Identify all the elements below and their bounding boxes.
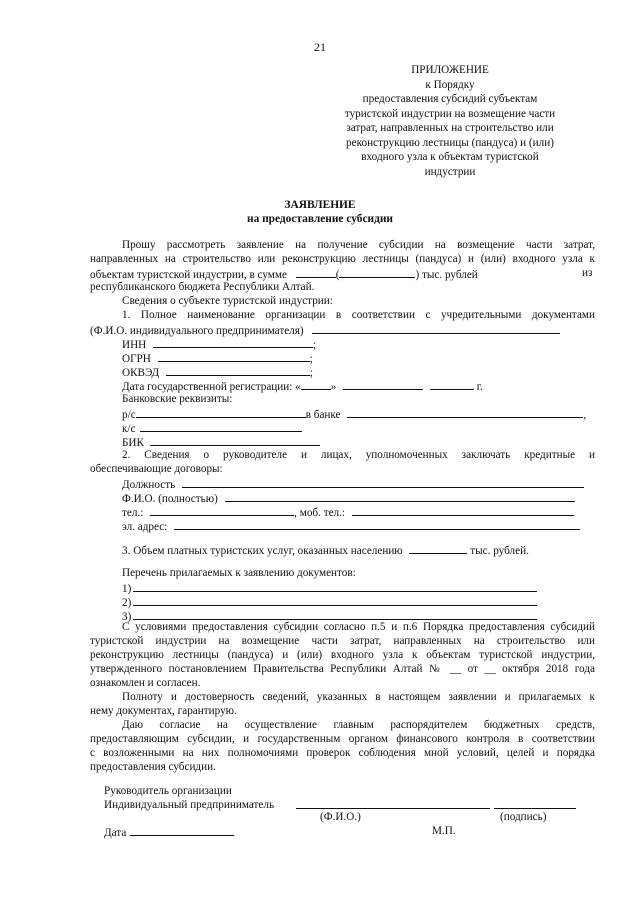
request-line-2: направленных на строительство или реконструкцию лестницы (пандуса) и (или) входного узла к (90, 253, 595, 265)
annex-line: затрат, направленных на строительство или (346, 122, 554, 134)
sign-caption: (подпись) (500, 811, 547, 823)
bank-heading: Банковские реквизиты: (122, 393, 233, 405)
guarantee-line-1: Полноту и достоверность сведений, указанных в настоящем заявлении и прилагаемых к (122, 691, 595, 703)
conditions-line-2: туристской индустрии на возмещение части затрат, направленных на строительство или (90, 635, 595, 647)
guarantee-line-2: нему документах, гарантирую. (90, 705, 237, 717)
rs-field[interactable] (136, 406, 306, 418)
documents-heading: Перечень прилагаемых к заявлению документов: (122, 567, 356, 579)
fio-caption: (Ф.И.О.) (320, 811, 361, 823)
fio-field[interactable] (225, 490, 575, 502)
document-subtitle: на предоставление субсидии (247, 213, 393, 225)
document-field-1[interactable] (133, 580, 537, 592)
annex-line: ПРИЛОЖЕНИЕ (411, 64, 489, 76)
reg-date-row: Дата государственной регистрации: « » г. (122, 378, 483, 394)
email-row: эл. адрес: (122, 518, 580, 534)
reg-month-field[interactable] (343, 378, 423, 390)
document-title: ЗАЯВЛЕНИЕ (284, 199, 356, 211)
phone-field[interactable] (150, 504, 294, 516)
document-field-2[interactable] (133, 594, 537, 606)
ogrn-row: ОГРН ; (122, 350, 313, 366)
org-name-line-1: 1. Полное наименование организации в соответствии с учредительными документами (122, 309, 595, 321)
request-line-3: объектам туристской индустрии, в сумме ( ) тыс. рублей (90, 266, 478, 282)
signature-ip-label: Индивидуальный предприниматель (104, 799, 275, 811)
bik-field[interactable] (150, 434, 320, 446)
conditions-line-1: С условиями предоставления субсидии согласно п.5 и п.6 Порядка предоставления субсидий (122, 621, 595, 633)
document-field-3[interactable] (133, 608, 537, 620)
conditions-line-5: ознакомлен и согласен. (90, 677, 201, 689)
consent-line-1: Даю согласие на осуществление главным распорядителем бюджетных средств, (122, 719, 595, 731)
subject-heading: Сведения о субъекте туристской индустрии: (122, 295, 333, 307)
amount-field[interactable] (296, 266, 336, 278)
mobile-field[interactable] (352, 504, 574, 516)
conditions-line-4: утвержденного постановлением Правительства Республики Алтай № __ от __ октября 2018 года (90, 663, 595, 675)
date-field[interactable] (130, 824, 234, 836)
page-number: 21 (314, 40, 326, 54)
phone-row: тел.: , моб. тел.: (122, 504, 574, 520)
signature-fio-field[interactable] (296, 808, 490, 809)
position-row: Должность (122, 476, 584, 492)
position-field[interactable] (182, 476, 584, 488)
document-item: 3) (122, 608, 537, 624)
manager-line-2: обеспечивающие договоры: (90, 463, 223, 475)
annex-line: предоставления субсидий субъектам (362, 93, 538, 105)
inn-row: ИНН ; (122, 336, 316, 352)
services-row: 3. Объем платных туристских услуг, оказанных населению тыс. рублей. (122, 542, 529, 558)
fio-row: Ф.И.О. (полностью) (122, 490, 575, 506)
document-item: 2) (122, 594, 537, 610)
annex-line: индустрии (424, 165, 476, 178)
inn-field[interactable] (153, 336, 313, 348)
request-line-1: Прошу рассмотреть заявление на получение субсидии на возмещение части затрат, (122, 239, 595, 251)
rs-row: р/с в банке , (122, 406, 586, 422)
date-row: Дата (104, 824, 234, 840)
consent-line-3: с возложенными на них полномочиями проверок соблюдения мной условий, целей и порядка (90, 747, 595, 759)
annex-line: к Порядку (425, 78, 475, 91)
manager-line-1: 2. Сведения о руководителе и лицах, уполномоченных заключать кредитные и (122, 449, 595, 461)
annex-block (318, 63, 582, 179)
conditions-line-3: реконструкцию лестницы (пандуса) и (или) входного узла к объектам туристской индустрии, (90, 649, 595, 661)
signature-sign-field[interactable] (494, 808, 576, 809)
reg-day-field[interactable] (301, 378, 331, 390)
okved-row: ОКВЭД ; (122, 364, 313, 380)
request-line-4: республиканского бюджета Республики Алтай. (90, 281, 315, 293)
stamp-label: М.П. (432, 825, 456, 837)
annex-line: реконструкцию лестницы (пандуса) и (или) (346, 136, 554, 149)
email-field[interactable] (174, 518, 580, 530)
org-name-field[interactable] (312, 322, 560, 334)
consent-line-4: предоставления субсидии. (90, 761, 216, 773)
services-amount-field[interactable] (409, 542, 467, 554)
ks-row: к/с (122, 420, 302, 436)
amount-words-field[interactable] (339, 266, 415, 278)
bank-field[interactable] (347, 406, 583, 418)
reg-year-field[interactable] (430, 378, 474, 390)
ks-field[interactable] (140, 420, 302, 432)
ogrn-field[interactable] (158, 350, 310, 362)
okved-field[interactable] (166, 364, 310, 376)
annex-line: туристской индустрии на возмещение части (344, 107, 556, 120)
annex-line: входного узла к объектам туристской (361, 151, 539, 163)
request-from: из (582, 267, 593, 279)
bik-row: БИК (122, 434, 320, 450)
document-item: 1) (122, 580, 537, 596)
consent-line-2: предоставляющим субсидии, и государственным органом финансового контроля в соответствии (90, 733, 595, 745)
org-name-line-2: (Ф.И.О. индивидуального предпринимателя) (90, 322, 560, 338)
signature-head-label: Руководитель организации (104, 785, 232, 797)
